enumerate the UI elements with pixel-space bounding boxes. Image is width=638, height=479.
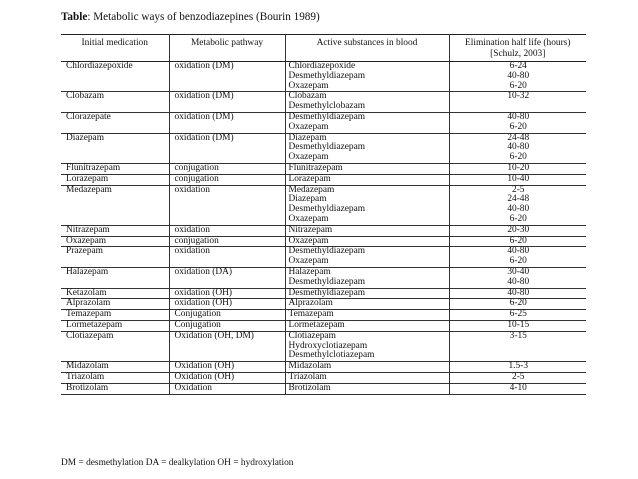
metabolic-pathway-cell: Oxidation (OH): [169, 372, 285, 383]
metabolic-pathway-cell: oxidation (DM): [169, 112, 285, 133]
initial-medication-cell: Nitrazepam: [61, 225, 169, 236]
half-life-cell: [449, 299, 586, 310]
active-substances-cell: [285, 372, 449, 383]
half-life-value: 6-24: [509, 61, 527, 71]
metabolic-pathway-cell: Conjugation: [169, 310, 285, 321]
active-substance: Flunitrazepam: [288, 162, 343, 173]
active-substance: Lormetazepam: [288, 319, 345, 330]
benzodiazepine-table: [61, 34, 586, 395]
half-life-cell: [449, 163, 586, 174]
half-life-value: 1.5-3: [508, 361, 529, 372]
header-initial-medication: Initial medication: [61, 35, 169, 62]
metabolic-pathway-cell: Oxidation (OH): [169, 362, 285, 373]
half-life-cell: [449, 112, 586, 133]
initial-medication-cell: Alprazolam: [61, 299, 169, 310]
half-life-value: 40-80: [507, 246, 530, 257]
active-substance: Nitrazepam: [288, 224, 333, 235]
half-life-value: 10-32: [507, 91, 530, 102]
half-life-value: 6-20: [509, 152, 527, 163]
table-row: [61, 236, 586, 247]
active-substance: Medazepam: [288, 184, 335, 195]
initial-medication-cell: Halazepam: [61, 267, 169, 288]
active-substance: Desmethyldiazepam: [288, 70, 366, 81]
header-elimination-half-life: Elimination half life (hours)[Schulz, 2003]: [449, 35, 586, 62]
table-row: [61, 383, 586, 394]
active-substances-cell: [285, 299, 449, 310]
active-substance: Triazolam: [288, 371, 327, 382]
active-substances-cell: [285, 383, 449, 394]
active-substances-cell: [285, 320, 449, 331]
metabolic-pathway-cell: oxidation (OH): [169, 288, 285, 299]
half-life-value: 6-20: [509, 298, 527, 309]
active-substance: Oxazepam: [288, 256, 329, 267]
active-substances-cell: [285, 362, 449, 373]
half-life-cell: [449, 310, 586, 321]
initial-medication-cell: Oxazepam: [61, 236, 169, 247]
table-row: [61, 362, 586, 373]
half-life-value: 6-25: [509, 309, 527, 320]
active-substance: Oxazepam: [288, 80, 329, 91]
half-life-value: 4-10: [509, 382, 527, 393]
half-life-cell: [449, 288, 586, 299]
half-life-value: 30-40: [507, 266, 530, 277]
half-life-cell: [449, 320, 586, 331]
initial-medication-cell: Clobazam: [61, 92, 169, 113]
active-substances-cell: [285, 247, 449, 268]
table-row: [61, 372, 586, 383]
metabolic-pathway-cell: conjugation: [169, 174, 285, 185]
half-life-value: 10-20: [507, 162, 530, 173]
active-substances-cell: [285, 225, 449, 236]
metabolic-pathway-cell: Oxidation: [169, 383, 285, 394]
active-substance: Desmethyldiazepam: [288, 204, 366, 215]
initial-medication-cell: Diazepam: [61, 133, 169, 163]
table-row: [61, 62, 586, 92]
active-substance: Desmethylclotiazepam: [288, 350, 375, 361]
header-metabolic-pathway: Metabolic pathway: [169, 35, 285, 62]
half-life-value: 40-80: [507, 111, 530, 122]
half-life-value: 6-20: [509, 121, 527, 132]
active-substance: Alprazolam: [288, 298, 333, 309]
active-substances-cell: [285, 92, 449, 113]
active-substances-cell: [285, 236, 449, 247]
initial-medication-cell: Triazolam: [61, 372, 169, 383]
active-substance: Desmethyldiazepam: [288, 276, 366, 287]
active-substance: Diazepam: [288, 194, 327, 205]
table-row: [61, 267, 586, 288]
half-life-value: 6-20: [509, 213, 527, 224]
table-row: [61, 112, 586, 133]
table-header-row: [61, 35, 586, 62]
active-substance: Desmethylclobazam: [288, 101, 366, 112]
initial-medication-cell: Midazolam: [61, 362, 169, 373]
footnote: DM = desmethylation DA = dealkylation OH = hydroxylation: [61, 458, 294, 468]
half-life-value: 40-80: [507, 287, 530, 298]
active-substance: Desmethyldiazepam: [288, 287, 366, 298]
half-life-cell: [449, 362, 586, 373]
table-row: [61, 247, 586, 268]
active-substances-cell: [285, 62, 449, 92]
active-substance: Clotiazepam: [288, 330, 336, 341]
active-substances-cell: [285, 331, 449, 361]
half-life-value: 20-30: [507, 224, 530, 235]
half-life-value: 10-15: [507, 319, 530, 330]
active-substances-cell: [285, 112, 449, 133]
table-row: [61, 299, 586, 310]
half-life-cell: [449, 133, 586, 163]
active-substances-cell: [285, 310, 449, 321]
active-substance: Desmethyldiazepam: [288, 142, 366, 153]
half-life-value: 6-20: [509, 256, 527, 267]
initial-medication-cell: Chlordiazepoxide: [61, 62, 169, 92]
initial-medication-cell: Clorazepate: [61, 112, 169, 133]
half-life-value: 40-80: [507, 142, 530, 153]
table-row: [61, 92, 586, 113]
active-substance: Chlordiazepoxide: [288, 61, 356, 71]
table-title: [61, 11, 320, 23]
half-life-value: 2-5: [512, 371, 525, 382]
half-life-value: 6-20: [509, 235, 527, 246]
active-substances-cell: [285, 288, 449, 299]
half-life-cell: [449, 92, 586, 113]
active-substance: Desmethyldiazepam: [288, 111, 366, 122]
table-row: [61, 133, 586, 163]
half-life-cell: [449, 267, 586, 288]
table-body: [61, 62, 586, 395]
table-row: [61, 288, 586, 299]
half-life-value: 2-5: [512, 184, 525, 195]
half-life-cell: [449, 225, 586, 236]
active-substance: Brotizolam: [288, 382, 331, 393]
active-substance: Midazolam: [288, 361, 332, 372]
metabolic-pathway-cell: oxidation: [169, 247, 285, 268]
half-life-cell: [449, 174, 586, 185]
metabolic-pathway-cell: conjugation: [169, 236, 285, 247]
metabolic-pathway-cell: oxidation (DA): [169, 267, 285, 288]
metabolic-pathway-cell: Conjugation: [169, 320, 285, 331]
initial-medication-cell: Lormetazepam: [61, 320, 169, 331]
initial-medication-cell: Brotizolam: [61, 383, 169, 394]
table-title-label: Table: [61, 11, 88, 23]
initial-medication-cell: Lorazepam: [61, 174, 169, 185]
active-substance: Desmethyldiazepam: [288, 246, 366, 257]
metabolic-pathway-cell: oxidation: [169, 225, 285, 236]
active-substances-cell: [285, 133, 449, 163]
table-row: [61, 174, 586, 185]
active-substance: Oxazepam: [288, 213, 329, 224]
table-row: [61, 163, 586, 174]
half-life-cell: [449, 185, 586, 225]
half-life-cell: [449, 247, 586, 268]
initial-medication-cell: Temazepam: [61, 310, 169, 321]
half-life-value: 24-48: [507, 132, 530, 143]
active-substances-cell: [285, 174, 449, 185]
half-life-value: 40-80: [507, 204, 530, 215]
active-substance: Temazepam: [288, 309, 334, 320]
table-title-text: : Metabolic ways of benzodiazepines (Bourin 1989): [87, 11, 320, 23]
metabolic-pathway-cell: oxidation (DM): [169, 62, 285, 92]
active-substances-cell: [285, 163, 449, 174]
half-life-value: 3-15: [509, 330, 527, 341]
table-row: [61, 320, 586, 331]
half-life-cell: [449, 331, 586, 361]
half-life-cell: [449, 62, 586, 92]
initial-medication-cell: Flunitrazepam: [61, 163, 169, 174]
active-substance: Oxazepam: [288, 235, 329, 246]
table-row: [61, 185, 586, 225]
initial-medication-cell: Prazepam: [61, 247, 169, 268]
initial-medication-cell: Clotiazepam: [61, 331, 169, 361]
table-row: [61, 310, 586, 321]
metabolic-pathway-cell: oxidation (DM): [169, 92, 285, 113]
active-substances-cell: [285, 185, 449, 225]
header-active-substances: Active substances in blood: [285, 35, 449, 62]
active-substance: Lorazepam: [288, 173, 331, 184]
metabolic-pathway-cell: oxidation (OH): [169, 299, 285, 310]
active-substance: Halazepam: [288, 266, 331, 277]
half-life-value: 6-20: [509, 80, 527, 91]
half-life-value: 40-80: [507, 70, 530, 81]
active-substance: Diazepam: [288, 132, 327, 143]
metabolic-pathway-cell: Oxidation (OH, DM): [169, 331, 285, 361]
metabolic-pathway-cell: oxidation: [169, 185, 285, 225]
half-life-value: 10-40: [507, 173, 530, 184]
half-life-cell: [449, 372, 586, 383]
active-substances-cell: [285, 267, 449, 288]
metabolic-pathway-cell: oxidation (DM): [169, 133, 285, 163]
half-life-value: 40-80: [507, 276, 530, 287]
half-life-value: 24-48: [507, 194, 530, 205]
half-life-cell: [449, 236, 586, 247]
active-substance: Oxazepam: [288, 152, 329, 163]
half-life-cell: [449, 383, 586, 394]
table-row: [61, 331, 586, 361]
active-substance: Clobazam: [288, 91, 327, 102]
table-row: [61, 225, 586, 236]
initial-medication-cell: Medazepam: [61, 185, 169, 225]
active-substance: Hydroxyclotiazepam: [288, 340, 368, 351]
initial-medication-cell: Ketazolam: [61, 288, 169, 299]
active-substance: Oxazepam: [288, 121, 329, 132]
metabolic-pathway-cell: conjugation: [169, 163, 285, 174]
